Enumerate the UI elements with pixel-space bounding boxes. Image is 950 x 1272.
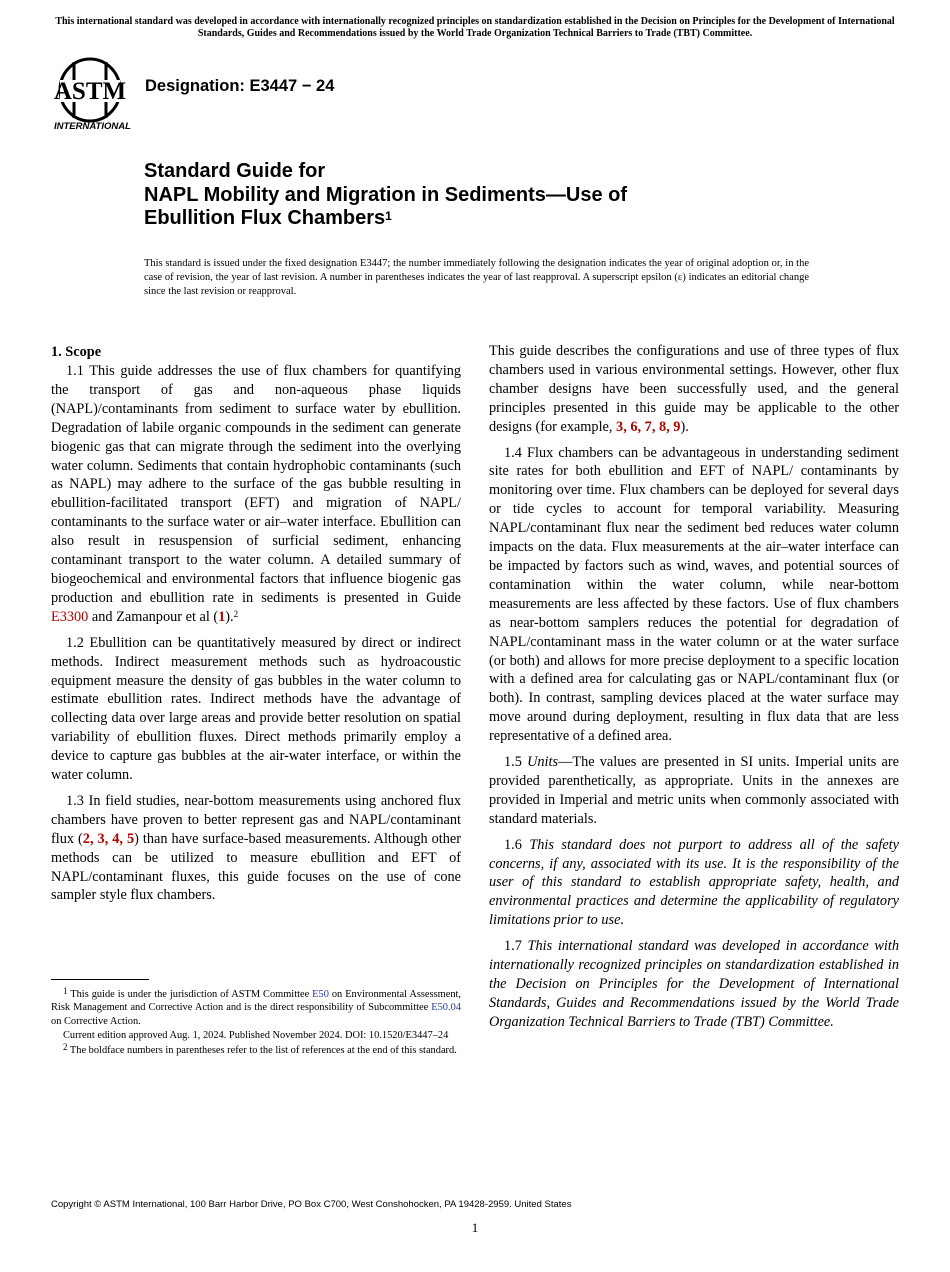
- paragraph-1-6: [489, 836, 899, 931]
- astm-logo: [52, 56, 134, 132]
- footnote-2: [51, 1041, 461, 1057]
- right-column: [489, 342, 899, 1039]
- link-e50[interactable]: E50: [312, 989, 329, 1000]
- title-footnote-mark[interactable]: 1: [385, 209, 392, 223]
- footnote-1-text: This guide is under the jurisdiction of ASTM Committee: [67, 989, 313, 1000]
- paragraph-1-2: 1.2 Ebullition can be quantitatively measured by direct or indirect methods. Indirect measurement methods such as hydroacoustic equipment measure the density of gas bubbles in the water column to estimate ebullition rates. Indirect methods have the advantage of collecting data over large areas and provide better resolution on spatial variability of ebullition fluxes. Direct methods primarily employ a device to capture gas bubbles at the air-water interface, or within the water column.: [51, 634, 461, 784]
- paragraph-1-3-text: 1.3 In field studies, near-bottom measurements using anchored flux chambers have proven to better represent gas and NAPL/contaminant flux (: [51, 792, 461, 847]
- left-column: [51, 342, 461, 912]
- footnote-mark-2[interactable]: 2: [233, 608, 239, 619]
- reference-1[interactable]: 1: [218, 608, 226, 625]
- paragraph-1-1: [51, 362, 461, 627]
- designation: Designation: E3447 − 24: [145, 77, 335, 95]
- paragraph-1-7-number: 1.7: [504, 938, 528, 955]
- reference-5[interactable]: 5: [127, 830, 135, 847]
- logo-wordmark: ASTM: [53, 78, 127, 105]
- paragraph-1-1-text: 1.1 This guide addresses the use of flux chambers for quantifying the transport of gas and non-aqueous phase liquids (NAPL)/contaminants from sediment to surface water by ebullition. Degradation of labile organic compounds in the sediment can generate biogenic gas that can migrate through the sediment into the overlying water column. Sediments that contain hydrophobic contaminants (such as NAPL) may adhere to the surface of the gas bubble resulting in ebullition-facilitated transport (EFT) and migration of NAPL/ contaminants to the surface water or air–water interface. Ebullition can also result in resuspension of surficial sediment, enhancing contaminant transport to the water column. A detailed summary of biogeochemical and environmental factors that influence biogenic gas production and ebullition rate in sediments is presented in Guide: [51, 363, 461, 606]
- paragraph-1-3-continued-text: This guide describes the configurations and use of three types of flux chambers used in various environmental settings. However, other flux chamber designs have been successfully used, and the general principles presented in this guide may be applicable to the other designs (for example,: [489, 343, 899, 435]
- link-e3300[interactable]: E3300: [51, 608, 89, 625]
- footnote-1-mark: 1: [63, 986, 68, 996]
- title-line-3: [144, 207, 844, 231]
- reference-7[interactable]: 7: [644, 418, 652, 435]
- document-title: [144, 160, 844, 231]
- footnote-1-text-2: on Environmental Assessment, Risk Management and Corrective Action and is the direct responsibility of Subcommittee: [51, 989, 461, 1014]
- page-number: 1: [471, 1220, 479, 1235]
- issued-note: This standard is issued under the fixed designation E3447; the number immediately following the designation indicates the year of original adoption or, in the case of revision, the year of last revision. A number in parentheses indicates the year of last reapproval. A superscript epsilon (ε) indicates an editorial change since the last revision or reapproval.: [144, 258, 809, 297]
- paragraph-1-5-text: —The values are presented in SI units. Imperial units are provided parenthetically, as appropriate. Units in the annexes are provided in Imperial and metric units when commonly associated with standard materials.: [489, 754, 900, 827]
- paragraph-1-7-text: This international standard was developed in accordance with internationally recognized principles on standardization established in the Decision on Principles for the Development of International Standards, Guides and Recommendations issued by the World Trade Organization Technical Barriers to Trade (TBT) Committee.: [489, 938, 899, 1030]
- paragraph-1-6-text: This standard does not purport to address all of the safety concerns, if any, associated with its use. It is the responsibility of the user of this standard to establish appropriate safety, health, and environmental practices and determine the applicability of regulatory limitations prior to use.: [489, 836, 899, 929]
- logo-subtext: INTERNATIONAL: [54, 121, 131, 132]
- reference-4[interactable]: 4: [112, 830, 120, 847]
- paragraph-1-1-text-2: and Zamanpour et al (: [88, 608, 219, 625]
- reference-6[interactable]: 6: [630, 418, 638, 435]
- paragraph-1-7: [489, 937, 899, 1032]
- title-line-2: NAPL Mobility and Migration in Sediments—Use of: [144, 183, 627, 206]
- reference-8[interactable]: 8: [658, 418, 667, 435]
- footnote-1: [51, 988, 461, 1028]
- astm-logo-icon: [52, 56, 134, 132]
- reference-9[interactable]: 9: [673, 418, 681, 435]
- footnote-rule: [51, 979, 149, 980]
- reference-2[interactable]: 2: [82, 830, 90, 847]
- paragraph-1-1-text-3: ).: [225, 608, 234, 625]
- footnote-1-text-3: on Corrective Action.: [51, 1015, 141, 1027]
- title-line-1: Standard Guide for: [144, 160, 326, 182]
- paragraph-1-3-text-2: ) than have surface-based measurements. Although other methods can be utilized to measure ebullition and EFT of NAPL/contaminant fluxes, this guide focuses on the use of cone sampler style flux chambers.: [51, 830, 462, 904]
- paragraph-1-5-number: 1.5: [504, 754, 528, 771]
- footnote-2-text: The boldface numbers in parentheses refer to the list of references at the end of this standard.: [67, 1044, 457, 1056]
- paragraph-1-5-units: Units: [527, 754, 559, 771]
- footnotes: [51, 988, 461, 1058]
- footnote-edition: Current edition approved Aug. 1, 2024. Published November 2024. DOI: 10.1520/E3447–24: [63, 1030, 449, 1042]
- top-note: This international standard was developed in accordance with internationally recognized principles on standardization established in the Decision on Principles for the Development of International Standards, Guides and Recommendations issued by the World Trade Organization Technical Barriers to Trade (TBT) Committee.: [55, 16, 895, 39]
- paragraph-1-6-number: 1.6: [504, 836, 530, 853]
- footnote-2-mark: 2: [63, 1041, 68, 1052]
- paragraph-1-4: 1.4 Flux chambers can be advantageous in understanding sediment site rates for both ebullition and EFT of NAPL/ contaminants by monitoring over time. Flux chambers can be deployed for several days or tide cycles to account for temporal variability. Measuring NAPL/contaminant flux near the sediment bed reduces water column impacts on the data. Flux measurements at the air–water interface can be impacted by factors such as wind, waves, and potential sources of contamination within the water column, while near-bottom measurements are less affected by these factors. Use of flux chambers as near-bottom samplers reduces the potential for degradation of NAPL/contaminant mass in the water column or at the water surface (or both) and allows for more precise deployment to a specific location with a defined area for calculating gas or NAPL/contaminant flux (or both). In contrast, sampling devices placed at the water surface may move around during deployment, resulting in flux data that are less representative of a defined area.: [489, 444, 899, 745]
- paragraph-1-3: 1.3 In field studies, near-bottom measurements using anchored flux chambers have proven to better represent gas and NAPL/contaminant flux (2, 3, 4, 5) than have surface-based measurements. Although other methods can be utilized to measure ebullition and EFT of NAPL/contaminant fluxes, this guide focuses on the use of cone sampler style flux chambers.: [51, 792, 462, 904]
- section-heading-scope: 1. Scope: [51, 344, 102, 360]
- reference-3[interactable]: 3: [97, 830, 105, 847]
- paragraph-1-3-continued-text-2: ).: [680, 418, 689, 435]
- reference-3b[interactable]: 3: [616, 418, 624, 435]
- link-e50-04[interactable]: E50.04: [431, 1002, 461, 1014]
- copyright: Copyright © ASTM International, 100 Barr Harbor Drive, PO Box C700, West Conshohocken, PA 19428-2959. United States: [51, 1199, 572, 1210]
- title-line-3-text: Ebullition Flux Chambers: [144, 207, 386, 229]
- paragraph-1-5: [489, 753, 899, 829]
- paragraph-1-3-continued: This guide describes the configurations and use of three types of flux chambers used in various environmental settings. However, other flux chamber designs have been successfully used, and the general principles presented in this guide may be applicable to the other designs (for example, 3, 6, 7, 8, 9).: [489, 343, 899, 435]
